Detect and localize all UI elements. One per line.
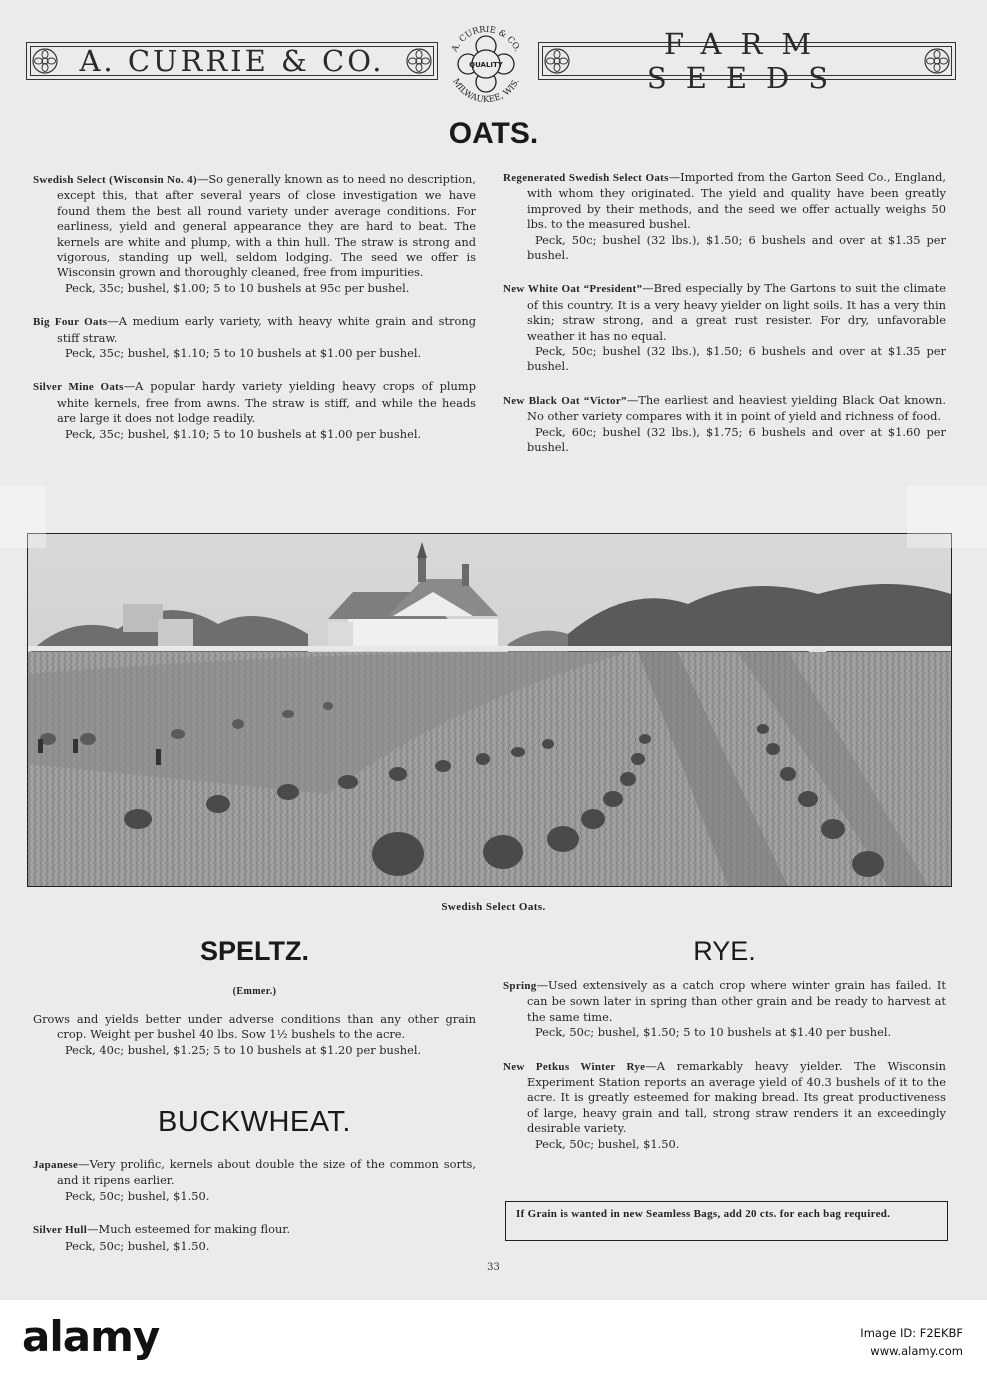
product-entry <box>503 978 946 1041</box>
product-description: —Bred especially by The Gartons to suit the climate of this country. It is a very heavy yielder on light soils. It has a very thin skin; straw strong, and a great rust resister. For dry, unfavorable weather it has no equal. <box>527 281 947 343</box>
speltz-title: SPELTZ. <box>199 936 309 966</box>
rosette-ornament-icon <box>405 47 433 75</box>
product-name: Swedish Select (Wisconsin No. 4) <box>33 174 197 186</box>
image-meta <box>860 1324 963 1360</box>
product-price: Peck, 50c; bushel (32 lbs.), $1.50; 6 bushels and over at $1.35 per bushel. <box>527 232 946 263</box>
product-entry <box>503 170 946 263</box>
stock-photo-footer <box>0 1300 987 1390</box>
product-name: Big Four Oats <box>33 316 108 329</box>
product-name: Spring <box>503 980 537 992</box>
rosette-ornament-icon <box>543 47 571 75</box>
buckwheat-title: BUCKWHEAT. <box>158 1106 351 1138</box>
watermark-strip <box>0 486 46 548</box>
product-name: Japanese <box>33 1159 79 1171</box>
speltz-description: Grows and yields better under adverse conditions than any other grain crop. Weight per bushel 40 lbs. Sow 1½ bushels to the acre. <box>33 1012 476 1042</box>
page-number: 33 <box>487 1262 500 1273</box>
site-url: www.alamy.com <box>870 1344 963 1358</box>
product-entry <box>503 393 946 456</box>
quality-seal-logo <box>436 14 536 114</box>
company-name: A. CURRIE & CO. <box>79 44 385 78</box>
product-price: Peck, 60c; bushel (32 lbs.), $1.75; 6 bushels and over at $1.60 per bushel. <box>527 424 946 455</box>
header-banner-left <box>26 42 438 80</box>
product-entry <box>33 172 476 296</box>
product-price: Peck, 50c; bushel, $1.50; 5 to 10 bushels at $1.40 per bushel. <box>535 1025 892 1040</box>
product-entry <box>33 314 476 361</box>
product-name: New Black Oat “Victor” <box>503 394 627 407</box>
oats-title: OATS. <box>448 117 539 150</box>
image-id: Image ID: F2EKBF <box>860 1326 963 1340</box>
product-description: —A medium early variety, with heavy white grain and strong stiff straw. <box>57 314 476 345</box>
rosette-ornament-icon <box>923 47 951 75</box>
rye-column <box>503 978 946 1170</box>
product-description: —Imported from the Garton Seed Co., England, with whom they originated. The yield and quality have been greatly improved by their methods, and the seed we offer actually weighs 50 lbs. to the measured bushel. <box>527 170 946 232</box>
speltz-price: Peck, 40c; bushel, $1.25; 5 to 10 bushels at $1.20 per bushel. <box>65 1042 422 1057</box>
product-description: —A remarkably heavy yielder. The Wisconsin Experiment Station reports an average yield of 40.3 bushels of it to the acre. It is greatly esteemed for making bread. Its great productiveness of large, heavy grain and tall, strong straw renders it an exceedingly desirable variety. <box>527 1058 946 1136</box>
svg-text:QUALITY: QUALITY <box>469 61 503 69</box>
oats-right-column <box>503 170 946 474</box>
product-description: —The earliest and heaviest yielding Black Oat known. No other variety compares with it in point of yield and richness of food. <box>527 392 946 424</box>
product-price: Peck, 35c; bushel, $1.00; 5 to 10 bushels at 95c per bushel. <box>65 280 410 295</box>
speltz-subtitle: (Emmer.) <box>232 986 277 997</box>
product-name: New Petkus Winter Rye <box>503 1060 646 1073</box>
alamy-logo: alamy <box>22 1312 160 1361</box>
seamless-bags-note: If Grain is wanted in new Seamless Bags, add 20 cts. for each bag required. <box>505 1201 948 1241</box>
product-name: New White Oat “President” <box>503 283 643 296</box>
photo-caption: Swedish Select Oats. <box>441 901 546 913</box>
product-description: —Used extensively as a catch crop where winter grain has failed. It can be sown later in spring than other grain and be ready to harvest at the same time. <box>527 978 946 1024</box>
product-name: Regenerated Swedish Select Oats <box>503 172 669 184</box>
product-entry <box>33 1222 476 1254</box>
product-price: Peck, 35c; bushel, $1.10; 5 to 10 bushels at $1.00 per bushel. <box>65 426 422 441</box>
buckwheat-column <box>33 1157 476 1272</box>
oats-left-column <box>33 172 476 460</box>
product-price: Peck, 50c; bushel, $1.50. <box>535 1136 680 1151</box>
product-description: —Very prolific, kernels about double the size of the common sorts, and it ripens earlier. <box>57 1157 476 1188</box>
rosette-ornament-icon <box>31 47 59 75</box>
watermark-strip <box>907 486 987 548</box>
product-price: Peck, 50c; bushel (32 lbs.), $1.50; 6 bushels and over at $1.35 per bushel. <box>527 344 946 374</box>
product-entry <box>503 281 946 374</box>
product-name: Silver Mine Oats <box>33 381 124 394</box>
product-description: —So generally known as to need no description, except this, that after several years of close investigation we have found them the best all round variety under average conditions. For earliness, yield and general appearance they are hard to beat. The kernels are white and plump, with a thin hull. The straw is strong and vigorous, standing up well, seldom lodging. The seed we offer is Wisconsin grown and thoroughly cleaned, free from impurities. <box>57 172 476 280</box>
header-banner-right <box>538 27 956 95</box>
catalog-section-name: FARM SEEDS <box>646 27 848 95</box>
product-entry <box>33 379 476 442</box>
product-name: Silver Hull <box>33 1224 88 1237</box>
product-price: Peck, 50c; bushel, $1.50. <box>65 1238 210 1253</box>
product-price: Peck, 50c; bushel, $1.50. <box>65 1188 210 1203</box>
svg-text:MILWAUKEE, WIS.: MILWAUKEE, WIS. <box>450 77 522 106</box>
product-price: Peck, 35c; bushel, $1.10; 5 to 10 bushels at $1.00 per bushel. <box>65 346 422 361</box>
speltz-entry <box>33 1012 476 1058</box>
product-entry <box>503 1059 946 1152</box>
product-entry <box>33 1157 476 1204</box>
oat-field-photo <box>27 533 952 887</box>
rye-title: RYE. <box>693 936 756 966</box>
svg-text:A. CURRIE & CO.: A. CURRIE & CO. <box>449 24 523 54</box>
product-description: —Much esteemed for making flour. <box>87 1222 291 1237</box>
product-description: —A popular hardy variety yielding heavy crops of plump white kernels, free from awns. The straw is stiff, and while the heads are large it does not lodge readily. <box>57 379 476 426</box>
